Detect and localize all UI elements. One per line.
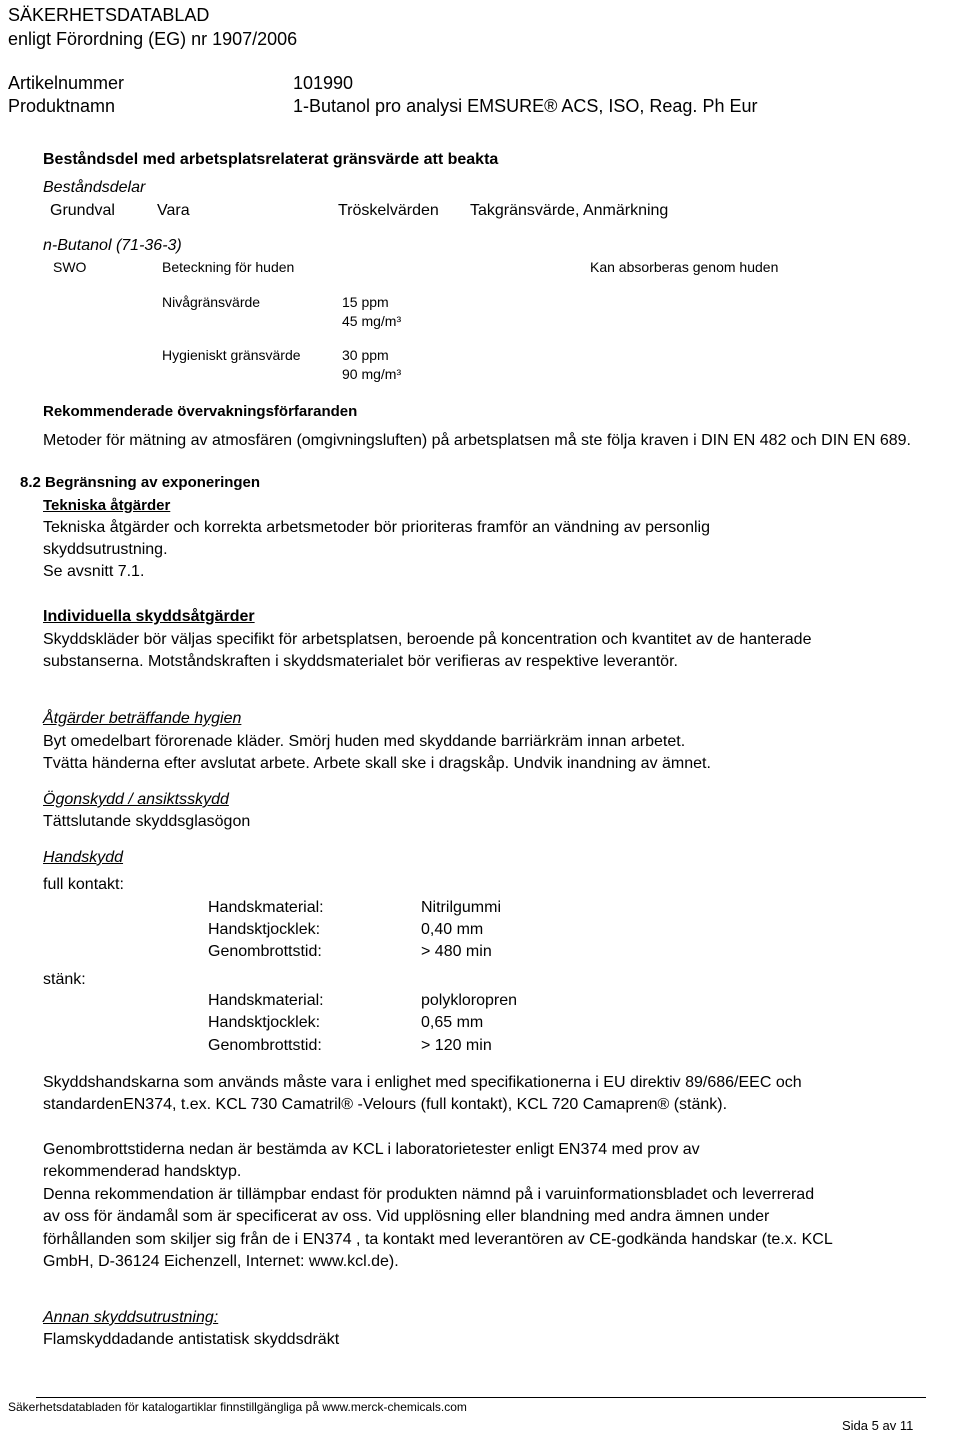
- row-item: Hygieniskt gränsvärde: [162, 347, 301, 363]
- individual-measures-text: Skyddskläder bör väljas specifikt för arbetsplatsen, beroende på koncentration och kvantitet av de hanterade substanserna. Motståndskraften i skyddsmaterialet bör verifieras av respektive leverantör.: [43, 631, 812, 671]
- limits-heading: Beståndsdel med arbetsplatsrelaterat gränsvärde att beakta: [43, 151, 499, 168]
- product-name-value: 1-Butanol pro analysi EMSURE® ACS, ISO, Reag. Ph Eur: [293, 96, 758, 116]
- footer-note: Säkerhetsdatabladen för katalogartiklar finnstillgängliga på www.merck-chemicals.com: [8, 1400, 467, 1414]
- hygiene-heading: Åtgärder beträffande hygien: [43, 710, 242, 727]
- glove-property-label: Handsktjocklek:: [208, 1014, 321, 1031]
- other-equipment-text: Flamskyddadande antistatisk skyddsdräkt: [43, 1331, 340, 1348]
- glove-property-label: Handsktjocklek:: [208, 921, 321, 938]
- column-header-ceiling-remark: Takgränsvärde, Anmärkning: [470, 202, 669, 219]
- monitoring-heading: Rekommenderade övervakningsförfaranden: [43, 403, 358, 420]
- hygiene-text-line: Byt omedelbart förorenade kläder. Smörj huden med skyddande barriärkräm innan arbetet.: [43, 733, 686, 750]
- glove-property-value: polykloropren: [421, 992, 518, 1009]
- glove-property-label: Genombrottstid:: [208, 1037, 322, 1054]
- glove-property-label: Genombrottstid:: [208, 943, 322, 960]
- article-number-label: Artikelnummer: [8, 73, 125, 93]
- monitoring-text: Metoder för mätning av atmosfären (omgivningsluften) på arbetsplatsen må ste följa kraven i DIN EN 482 och DIN EN 689.: [43, 432, 911, 449]
- glove-property-value: Nitrilgummi: [421, 899, 501, 916]
- full-contact-label: full kontakt:: [43, 876, 124, 893]
- hand-protection-heading: Handskydd: [43, 849, 124, 866]
- page-number: Sida 5 av 11: [842, 1418, 914, 1433]
- other-equipment-heading: Annan skyddsutrustning:: [43, 1309, 219, 1326]
- eye-protection-text: Tättslutande skyddsglasögon: [43, 813, 251, 830]
- row-basis: SWO: [53, 259, 87, 275]
- individual-measures-heading: Individuella skyddsåtgärder: [43, 608, 255, 625]
- row-value: 45 mg/m³: [342, 313, 402, 329]
- substance-name: n-Butanol (71-36-3): [43, 237, 182, 254]
- limits-subheading: Beståndsdelar: [43, 179, 146, 196]
- technical-measures-heading: Tekniska åtgärder: [43, 497, 171, 514]
- row-value: 90 mg/m³: [342, 366, 402, 382]
- glove-recommendation-text: Denna rekommendation är tillämpbar endast för produkten nämnd på i varuinformationsbladet och leverrerad av oss för ändamål som är specificerat av oss. Vid upplösning eller blandning med andra ämnen under förhållanden som skiljer sig från de i EN374 , ta kontakt med leverantören av CE-godkända handskar (te.x. KCL GmbH, D-36124 Eichenzell, Internet: www.kcl.de).: [43, 1186, 833, 1270]
- row-value: 15 ppm: [342, 294, 389, 310]
- row-item: Nivågränsvärde: [162, 294, 261, 310]
- product-name-label: Produktnamn: [8, 96, 116, 116]
- column-header-basis: Grundval: [50, 202, 115, 219]
- glove-property-value: 0,40 mm: [421, 921, 484, 938]
- glove-property-value: > 480 min: [421, 943, 492, 960]
- eye-protection-heading: Ögonskydd / ansiktsskydd: [43, 791, 229, 808]
- technical-measures-text: Tekniska åtgärder och korrekta arbetsmetoder bör prioriteras framför an vändning av personlig skyddsutrustning.: [43, 519, 710, 559]
- row-item: Beteckning för huden: [162, 259, 295, 275]
- article-number-value: 101990: [293, 73, 354, 93]
- glove-property-label: Handskmaterial:: [208, 899, 324, 916]
- document-title: SÄKERHETSDATABLAD: [8, 5, 210, 25]
- row-value: 30 ppm: [342, 347, 389, 363]
- technical-measures-reference: Se avsnitt 7.1.: [43, 563, 145, 580]
- glove-breakthrough-text: Genombrottstiderna nedan är bestämda av KCL i laboratorietester enligt EN374 med prov av rekommenderad handsktyp.: [43, 1141, 700, 1181]
- column-header-thresholds: Tröskelvärden: [338, 202, 439, 219]
- hygiene-text-line: Tvätta händerna efter avslutat arbete. Arbete skall ske i dragskåp. Undvik inandning av ämnet.: [43, 755, 711, 772]
- section-8-2-heading: 8.2 Begränsning av exponeringen: [20, 474, 261, 491]
- glove-property-value: 0,65 mm: [421, 1014, 484, 1031]
- regulation-text: enligt Förordning (EG) nr 1907/2006: [8, 29, 298, 49]
- footer-divider: [36, 1397, 926, 1398]
- glove-standards-text: Skyddshandskarna som används måste vara i enlighet med specifikationerna i EU direktiv 89/686/EEC och standardenEN374, t.ex. KCL 730 Camatril® -Velours (full kontakt), KCL 720 Camapren® (stänk).: [43, 1074, 802, 1114]
- glove-property-label: Handskmaterial:: [208, 992, 324, 1009]
- row-remark: Kan absorberas genom huden: [590, 259, 779, 275]
- glove-property-value: > 120 min: [421, 1037, 492, 1054]
- splash-label: stänk:: [43, 971, 86, 988]
- column-header-item: Vara: [157, 202, 190, 219]
